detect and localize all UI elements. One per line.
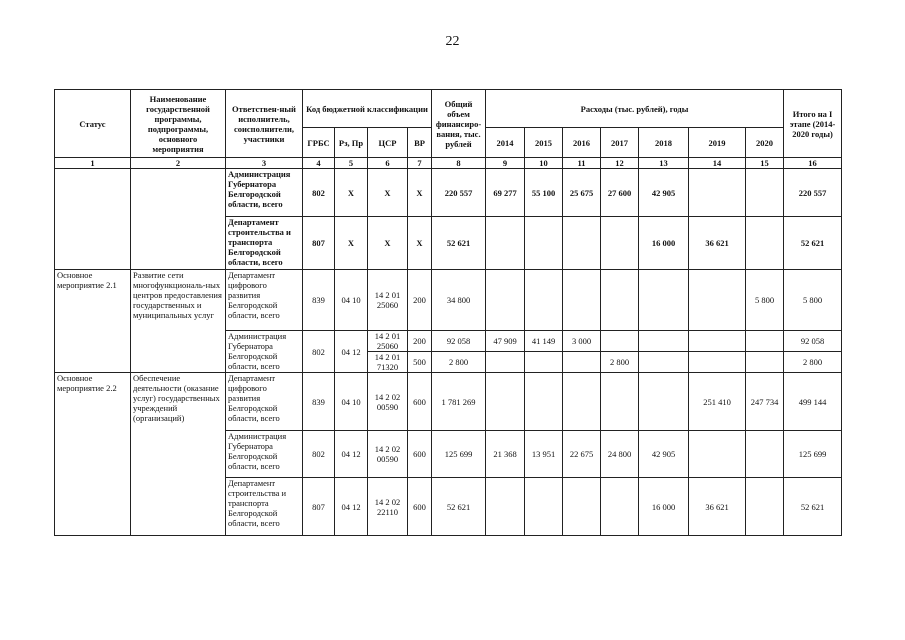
year-cell: 27 600 xyxy=(601,169,639,217)
header-year: 2018 xyxy=(639,128,689,158)
status-cell-empty xyxy=(55,169,131,270)
responsible-cell: Департамент строительства и транспорта Белгородской области, всего xyxy=(226,217,303,270)
year-cell xyxy=(525,217,563,270)
year-cell xyxy=(689,352,746,373)
total-cell: 2 800 xyxy=(432,352,486,373)
csr-cell: 14 2 01 25060 xyxy=(368,331,408,352)
column-number: 9 xyxy=(486,158,525,169)
header-responsible: Ответствен-ный исполнитель, соисполнители, участники xyxy=(226,90,303,158)
year-cell: 42 905 xyxy=(639,431,689,478)
total-cell: 125 699 xyxy=(432,431,486,478)
year-cell xyxy=(601,270,639,331)
page-number: 22 xyxy=(445,34,460,49)
total-cell: 220 557 xyxy=(432,169,486,217)
stage-total-cell: 92 058 xyxy=(784,331,842,352)
year-cell xyxy=(563,373,601,431)
year-cell: 36 621 xyxy=(689,478,746,536)
year-cell xyxy=(486,217,525,270)
year-cell xyxy=(746,217,784,270)
stage-total-cell: 52 621 xyxy=(784,478,842,536)
year-cell: 16 000 xyxy=(639,217,689,270)
year-cell: 13 951 xyxy=(525,431,563,478)
year-cell xyxy=(601,478,639,536)
vr-cell: 200 xyxy=(408,270,432,331)
total-cell: 52 621 xyxy=(432,478,486,536)
column-number: 15 xyxy=(746,158,784,169)
column-number: 2 xyxy=(131,158,226,169)
year-cell xyxy=(639,373,689,431)
year-cell: 69 277 xyxy=(486,169,525,217)
grbs-cell: 802 xyxy=(303,169,335,217)
column-number: 3 xyxy=(226,158,303,169)
header-stage-total: Итого на I этапе (2014-2020 годы) xyxy=(784,90,842,158)
year-cell: 251 410 xyxy=(689,373,746,431)
year-cell xyxy=(689,169,746,217)
year-cell xyxy=(639,270,689,331)
year-cell xyxy=(525,270,563,331)
csr-cell: Х xyxy=(368,217,408,270)
responsible-cell: Администрация Губернатора Белгородской области, всего xyxy=(226,169,303,217)
grbs-cell: 802 xyxy=(303,431,335,478)
year-cell xyxy=(563,478,601,536)
header-vr: ВР xyxy=(408,128,432,158)
year-cell xyxy=(639,331,689,352)
year-cell xyxy=(746,352,784,373)
rzpr-cell: 04 12 xyxy=(335,478,368,536)
rzpr-cell: Х xyxy=(335,169,368,217)
stage-total-cell: 2 800 xyxy=(784,352,842,373)
vr-cell: 500 xyxy=(408,352,432,373)
year-cell: 2 800 xyxy=(601,352,639,373)
year-cell xyxy=(746,169,784,217)
year-cell: 41 149 xyxy=(525,331,563,352)
grbs-cell: 839 xyxy=(303,373,335,431)
table-row xyxy=(55,270,842,331)
year-cell: 25 675 xyxy=(563,169,601,217)
header-year: 2014 xyxy=(486,128,525,158)
csr-cell: 14 2 01 25060 xyxy=(368,270,408,331)
program-cell: Обеспечение деятельности (оказание услуг) государственных учреждений (организаций) xyxy=(131,373,226,536)
stage-total-cell: 220 557 xyxy=(784,169,842,217)
responsible-cell: Департамент строительства и транспорта Белгородской области, всего xyxy=(226,478,303,536)
year-cell: 55 100 xyxy=(525,169,563,217)
year-cell: 21 368 xyxy=(486,431,525,478)
year-cell: 3 000 xyxy=(563,331,601,352)
column-number: 5 xyxy=(335,158,368,169)
vr-cell: 200 xyxy=(408,331,432,352)
column-number: 4 xyxy=(303,158,335,169)
year-cell: 36 621 xyxy=(689,217,746,270)
year-cell xyxy=(563,270,601,331)
vr-cell: 600 xyxy=(408,431,432,478)
header-year: 2020 xyxy=(746,128,784,158)
year-cell xyxy=(486,270,525,331)
year-cell xyxy=(525,352,563,373)
year-cell xyxy=(689,270,746,331)
rzpr-cell: 04 12 xyxy=(335,331,368,373)
year-cell xyxy=(525,373,563,431)
rzpr-cell: 04 12 xyxy=(335,431,368,478)
header-grbs: ГРБС xyxy=(303,128,335,158)
year-cell: 247 734 xyxy=(746,373,784,431)
header-budget-code: Код бюджетной классификации xyxy=(303,90,432,128)
year-cell xyxy=(563,352,601,373)
stage-total-cell: 125 699 xyxy=(784,431,842,478)
year-cell xyxy=(563,217,601,270)
column-number: 6 xyxy=(368,158,408,169)
column-number: 14 xyxy=(689,158,746,169)
header-expenses: Расходы (тыс. рублей), годы xyxy=(486,90,784,128)
header-year: 2015 xyxy=(525,128,563,158)
total-cell: 34 800 xyxy=(432,270,486,331)
year-cell xyxy=(601,331,639,352)
year-cell xyxy=(486,373,525,431)
year-cell xyxy=(486,478,525,536)
year-cell xyxy=(601,373,639,431)
table-row xyxy=(55,169,842,217)
year-cell: 5 800 xyxy=(746,270,784,331)
stage-total-cell: 5 800 xyxy=(784,270,842,331)
header-year: 2016 xyxy=(563,128,601,158)
column-number: 16 xyxy=(784,158,842,169)
column-number: 12 xyxy=(601,158,639,169)
header-status: Статус xyxy=(55,90,131,158)
stage-total-cell: 499 144 xyxy=(784,373,842,431)
grbs-cell: 807 xyxy=(303,217,335,270)
csr-cell: 14 2 01 71320 xyxy=(368,352,408,373)
grbs-cell: 802 xyxy=(303,331,335,373)
year-cell: 47 909 xyxy=(486,331,525,352)
table-row xyxy=(55,373,842,431)
vr-cell: Х xyxy=(408,169,432,217)
responsible-cell: Администрация Губернатора Белгородской области, всего xyxy=(226,331,303,373)
total-cell: 52 621 xyxy=(432,217,486,270)
rzpr-cell: 04 10 xyxy=(335,270,368,331)
total-cell: 92 058 xyxy=(432,331,486,352)
status-cell: Основное мероприятие 2.1 xyxy=(55,270,131,373)
year-cell xyxy=(601,217,639,270)
program-cell-empty xyxy=(131,169,226,270)
csr-cell: Х xyxy=(368,169,408,217)
grbs-cell: 807 xyxy=(303,478,335,536)
grbs-cell: 839 xyxy=(303,270,335,331)
header-program: Наименование государственной программы, подпрограммы, основного мероприятия xyxy=(131,90,226,158)
responsible-cell: Департамент цифрового развития Белгородской области, всего xyxy=(226,373,303,431)
column-number: 11 xyxy=(563,158,601,169)
csr-cell: 14 2 02 00590 xyxy=(368,431,408,478)
year-cell xyxy=(525,478,563,536)
rzpr-cell: 04 10 xyxy=(335,373,368,431)
vr-cell: 600 xyxy=(408,478,432,536)
year-cell xyxy=(689,431,746,478)
vr-cell: 600 xyxy=(408,373,432,431)
stage-total-cell: 52 621 xyxy=(784,217,842,270)
header-year: 2019 xyxy=(689,128,746,158)
budget-table xyxy=(54,89,842,536)
year-cell: 24 800 xyxy=(601,431,639,478)
total-cell: 1 781 269 xyxy=(432,373,486,431)
responsible-cell: Департамент цифрового развития Белгородской области, всего xyxy=(226,270,303,331)
year-cell xyxy=(746,331,784,352)
csr-cell: 14 2 02 00590 xyxy=(368,373,408,431)
column-number: 10 xyxy=(525,158,563,169)
vr-cell: Х xyxy=(408,217,432,270)
year-cell: 16 000 xyxy=(639,478,689,536)
year-cell xyxy=(639,352,689,373)
column-number: 13 xyxy=(639,158,689,169)
header-csr: ЦСР xyxy=(368,128,408,158)
year-cell: 22 675 xyxy=(563,431,601,478)
header-year: 2017 xyxy=(601,128,639,158)
header-rzpr: Рз, Пр xyxy=(335,128,368,158)
program-cell: Развитие сети многофункциональ-ных центров предоставления государственных и муниципальных услуг xyxy=(131,270,226,373)
year-cell xyxy=(746,478,784,536)
responsible-cell: Администрация Губернатора Белгородской области, всего xyxy=(226,431,303,478)
csr-cell: 14 2 02 22110 xyxy=(368,478,408,536)
column-number: 8 xyxy=(432,158,486,169)
rzpr-cell: Х xyxy=(335,217,368,270)
header-total-volume: Общий объем финансиро-вания, тыс. рублей xyxy=(432,90,486,158)
year-cell xyxy=(486,352,525,373)
column-number: 1 xyxy=(55,158,131,169)
year-cell xyxy=(746,431,784,478)
year-cell: 42 905 xyxy=(639,169,689,217)
year-cell xyxy=(689,331,746,352)
column-number: 7 xyxy=(408,158,432,169)
status-cell: Основное мероприятие 2.2 xyxy=(55,373,131,536)
